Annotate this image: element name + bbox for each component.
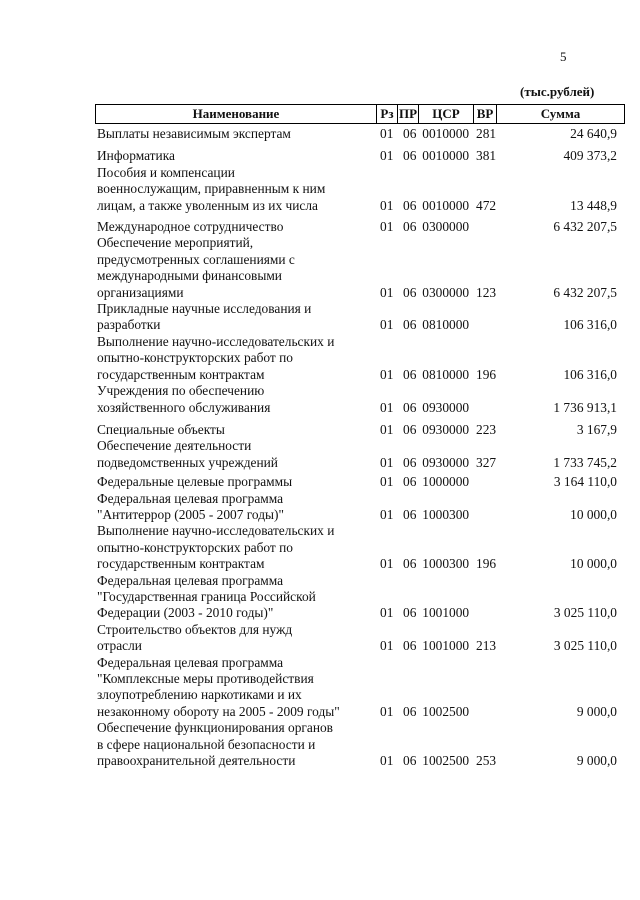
row-csr: 0930000 (422, 454, 470, 470)
row-code (380, 400, 500, 416)
table-row (97, 622, 617, 655)
row-pr: 06 (403, 366, 417, 382)
row-pr: 06 (403, 605, 417, 621)
row-vr (476, 605, 500, 621)
row-sum: 1 733 745,2 (553, 454, 617, 470)
row-pr: 06 (403, 284, 417, 300)
row-rz: 01 (380, 454, 394, 470)
row-code (380, 198, 500, 214)
row-vr (476, 474, 500, 490)
table-row (97, 655, 617, 721)
row-code (380, 474, 500, 490)
row-name: Обеспечение функционирования органов в сфере национальной безопасности и правоохранительной деятельности (97, 720, 334, 769)
row-name: Выплаты независимым экспертам (97, 126, 291, 141)
row-pr: 06 (403, 219, 417, 235)
row-vr (476, 507, 500, 523)
row-name: Обеспечение мероприятий, предусмотренных соглашениями с международными финансовыми организациями (97, 235, 295, 300)
row-name: Федеральная целевая программа "Государственная граница Российской Федерации (2003 - 2010 годы)" (97, 572, 316, 621)
row-rz: 01 (380, 506, 394, 522)
row-rz: 01 (380, 197, 394, 213)
table-body (97, 126, 617, 769)
row-csr: 0010000 (422, 148, 470, 164)
row-csr: 1002500 (422, 703, 470, 719)
row-vr: 123 (476, 284, 497, 300)
table-row (97, 474, 617, 490)
row-name: Учреждения по обеспечению хозяйственного обслуживания (97, 383, 271, 415)
row-csr: 0010000 (422, 197, 470, 213)
row-code (380, 556, 500, 572)
row-rz: 01 (380, 605, 394, 621)
row-name: Международное сотрудничество (97, 219, 284, 235)
row-name: Выполнение научно-исследовательских и опытно-конструкторских работ по государственным контрактам (97, 333, 335, 382)
row-csr: 1001000 (422, 605, 470, 621)
row-pr: 06 (403, 454, 417, 470)
row-sum: 1 736 913,1 (553, 399, 617, 415)
row-vr: 223 (476, 421, 497, 437)
row-code (380, 422, 500, 438)
row-pr: 06 (403, 474, 417, 490)
row-rz: 01 (380, 148, 394, 164)
row-sum: 9 000,0 (576, 703, 617, 719)
table-row (97, 438, 617, 471)
row-pr: 06 (403, 421, 417, 437)
row-rz: 01 (380, 317, 394, 333)
header-rz: Рз (377, 105, 398, 124)
table-row (97, 334, 617, 383)
row-rz: 01 (380, 753, 394, 769)
row-rz: 01 (380, 703, 394, 719)
row-code (380, 638, 500, 654)
row-vr: 281 (476, 126, 497, 141)
row-csr: 1001000 (422, 638, 470, 654)
row-code (380, 507, 500, 523)
row-sum: 106 316,0 (563, 366, 617, 382)
row-csr: 1002500 (422, 753, 470, 769)
table-row (97, 235, 617, 301)
table-row (97, 523, 617, 572)
table-row (97, 422, 617, 438)
table-row (97, 126, 617, 142)
table-row (97, 491, 617, 524)
row-rz: 01 (380, 399, 394, 415)
row-vr (476, 317, 500, 333)
row-rz: 01 (380, 556, 394, 572)
row-name: Федеральная целевая программа "Комплексные меры противодействия злоупотреблению наркотиками и их незаконному обороту на 2005 - 2009 годы" (97, 654, 340, 719)
table-row (97, 165, 617, 214)
row-csr: 1000300 (422, 556, 470, 572)
row-vr: 196 (476, 556, 497, 572)
row-name: Выполнение научно-исследовательских и опытно-конструкторских работ по государственным контрактам (97, 523, 335, 572)
header-name: Наименование (96, 105, 377, 124)
row-sum: 24 640,9 (570, 126, 617, 141)
row-name: Строительство объектов для нужд отрасли (97, 621, 293, 654)
row-rz: 01 (380, 638, 394, 654)
row-pr: 06 (403, 148, 417, 164)
row-vr: 327 (476, 454, 497, 470)
header-vr: ВР (474, 105, 497, 124)
row-vr (476, 704, 500, 720)
row-sum: 13 448,9 (570, 197, 617, 213)
row-pr: 06 (403, 197, 417, 213)
row-csr: 0930000 (422, 421, 470, 437)
row-sum: 3 167,9 (576, 421, 617, 437)
row-rz: 01 (380, 366, 394, 382)
row-name: Специальные объекты (97, 421, 225, 437)
row-code (380, 317, 500, 333)
table-row (97, 301, 617, 334)
row-vr: 381 (476, 148, 497, 164)
row-code (380, 753, 500, 769)
row-rz: 01 (380, 126, 394, 141)
row-sum: 3 164 110,0 (553, 474, 617, 490)
row-code (380, 219, 500, 235)
table-row (97, 383, 617, 416)
row-sum: 3 025 110,0 (553, 605, 617, 621)
row-sum: 9 000,0 (576, 753, 617, 769)
row-pr: 06 (403, 638, 417, 654)
row-rz: 01 (380, 421, 394, 437)
table-row (97, 148, 617, 164)
row-name: Федеральные целевые программы (97, 474, 293, 490)
table-header (95, 104, 625, 124)
row-vr: 213 (476, 638, 497, 654)
row-pr: 06 (403, 556, 417, 572)
row-code (380, 148, 500, 164)
row-vr: 196 (476, 366, 497, 382)
row-name: Обеспечение деятельности подведомственных учреждений (97, 438, 278, 470)
row-vr: 253 (476, 753, 497, 769)
row-name: Прикладные научные исследования и разработки (97, 301, 312, 333)
row-code (380, 605, 500, 621)
row-csr: 0300000 (422, 284, 470, 300)
header-sum: Сумма (497, 105, 625, 124)
row-rz: 01 (380, 284, 394, 300)
row-code (380, 285, 500, 301)
row-sum: 10 000,0 (570, 506, 617, 522)
row-sum: 6 432 207,5 (553, 219, 617, 235)
page-number: 5 (560, 49, 567, 64)
header-csr: ЦСР (419, 105, 474, 124)
row-vr (476, 400, 500, 416)
row-rz: 01 (380, 219, 394, 235)
row-code (380, 126, 500, 142)
row-pr: 06 (403, 753, 417, 769)
table-row (97, 573, 617, 622)
row-sum: 10 000,0 (570, 556, 617, 572)
row-code (380, 704, 500, 720)
row-rz: 01 (380, 474, 394, 490)
row-csr: 1000300 (422, 506, 470, 522)
row-code (380, 367, 500, 383)
row-sum: 6 432 207,5 (553, 284, 617, 300)
row-name: Информатика (97, 148, 175, 164)
row-pr: 06 (403, 317, 417, 333)
row-vr: 472 (476, 197, 497, 213)
header-pr: ПР (398, 105, 419, 124)
row-csr: 0010000 (422, 126, 470, 141)
row-csr: 1000000 (422, 474, 470, 490)
row-pr: 06 (403, 126, 417, 141)
row-code (380, 455, 500, 471)
row-sum: 106 316,0 (563, 317, 617, 333)
table-row (97, 720, 617, 769)
row-csr: 0300000 (422, 219, 470, 235)
row-sum: 409 373,2 (563, 148, 617, 164)
row-name: Федеральная целевая программа "Антитеррор (2005 - 2007 годы)" (97, 490, 284, 522)
row-csr: 0930000 (422, 399, 470, 415)
row-name: Пособия и компенсации военнослужащим, приравненным к ним лицам, а также уволенным из их числа (97, 164, 326, 213)
row-pr: 06 (403, 703, 417, 719)
row-csr: 0810000 (422, 317, 470, 333)
row-csr: 0810000 (422, 366, 470, 382)
row-sum: 3 025 110,0 (553, 638, 617, 654)
table-row (97, 219, 617, 235)
row-pr: 06 (403, 399, 417, 415)
units-label: (тыс.рублей) (520, 84, 595, 99)
row-vr (476, 219, 500, 235)
row-pr: 06 (403, 506, 417, 522)
